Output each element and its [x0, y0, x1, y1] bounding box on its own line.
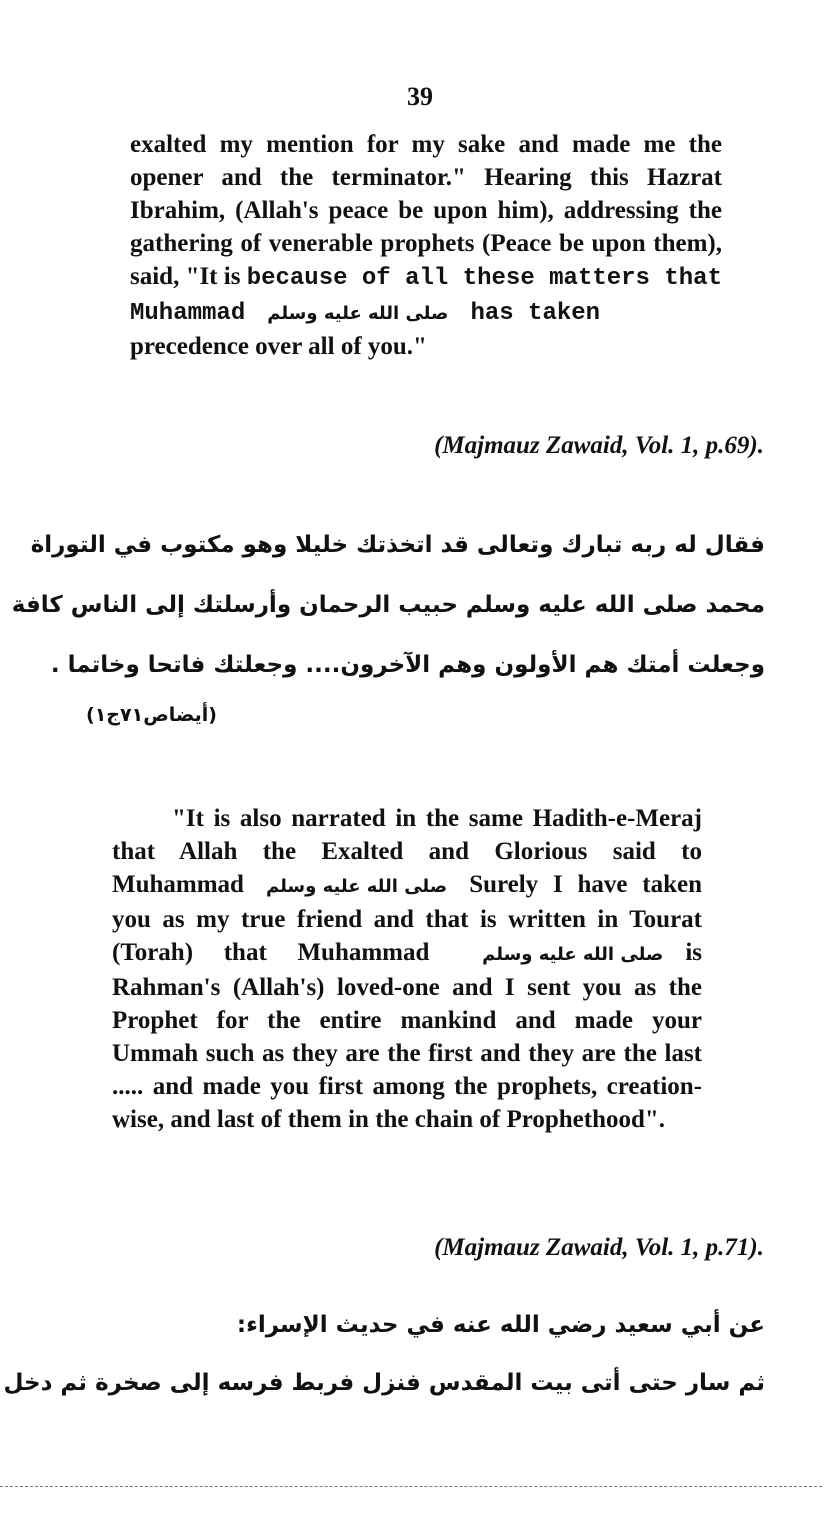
english-paragraph-1 — [130, 128, 722, 363]
arabic-line-2: محمد صلى الله عليه وسلم حبيب الرحمان وأرسلتك إلى الناس كافة — [11, 592, 765, 618]
citation-1: (Majmauz Zawaid, Vol. 1, p.69). — [434, 432, 764, 459]
honorific-2: صلى الله عليه وسلم — [265, 876, 448, 897]
arabic-line-4: عن أبي سعيد رضي الله عنه في حديث الإسراء: — [236, 1312, 765, 1338]
paragraph-1-line-1: exalted my mention for my sake and made me the opener and the terminator." Hearing this Hazrat Ibrahim, (Allah's peace be upon him), addressing the gathering of venerable prophets (Peace be upon them), said, "It is — [130, 131, 722, 290]
paragraph-1-line-4: precedence over all of you." — [130, 333, 427, 360]
honorific-3: صلى الله عليه وسلم — [482, 944, 664, 965]
page-number: 39 — [407, 82, 433, 111]
footer-rule — [0, 1486, 822, 1487]
english-paragraph-2 — [112, 802, 702, 1136]
arabic-reference: (أيضاص٧١ج١) — [86, 704, 217, 726]
arabic-line-1: فقال له ربه تبارك وتعالى قد اتخذتك خليلا وهو مكتوب في التوراة — [30, 532, 765, 558]
arabic-line-5: ثم سار حتى أتى بيت المقدس فنزل فربط فرسه إلى صخرة ثم دخل — [3, 1370, 765, 1396]
arabic-line-3: وجعلت أمتك هم الأولون وهم الآخرون.... وجعلتك فاتحا وخاتما . — [50, 652, 765, 678]
paragraph-2-part-3: is Rahman's (Allah's) loved-one and I sent you as the Prophet for the entire mankind and made your Ummah such as they are the first and they are the last ..... and made you first among the prophets, creation-wise, and last of them in the chain of Prophethood". — [112, 939, 703, 1133]
paragraph-1-line-2: because of all these matters that — [246, 265, 722, 292]
honorific-1: صلى الله عليه وسلم — [267, 303, 449, 324]
paragraph-1-line-3b: has taken — [470, 300, 601, 327]
paragraph-1-line-3a: Muhammad — [130, 300, 246, 327]
citation-2: (Majmauz Zawaid, Vol. 1, p.71). — [434, 1234, 764, 1261]
paragraph-2-part-2: Surely I have taken you as my true friend and that is written in Tourat (Torah) that Muhammad — [112, 871, 702, 966]
paragraph-2-part-1: "It is also narrated in the same Hadith-e-Meraj that Allah the Exalted and Glorious said to Muhammad — [112, 805, 702, 898]
